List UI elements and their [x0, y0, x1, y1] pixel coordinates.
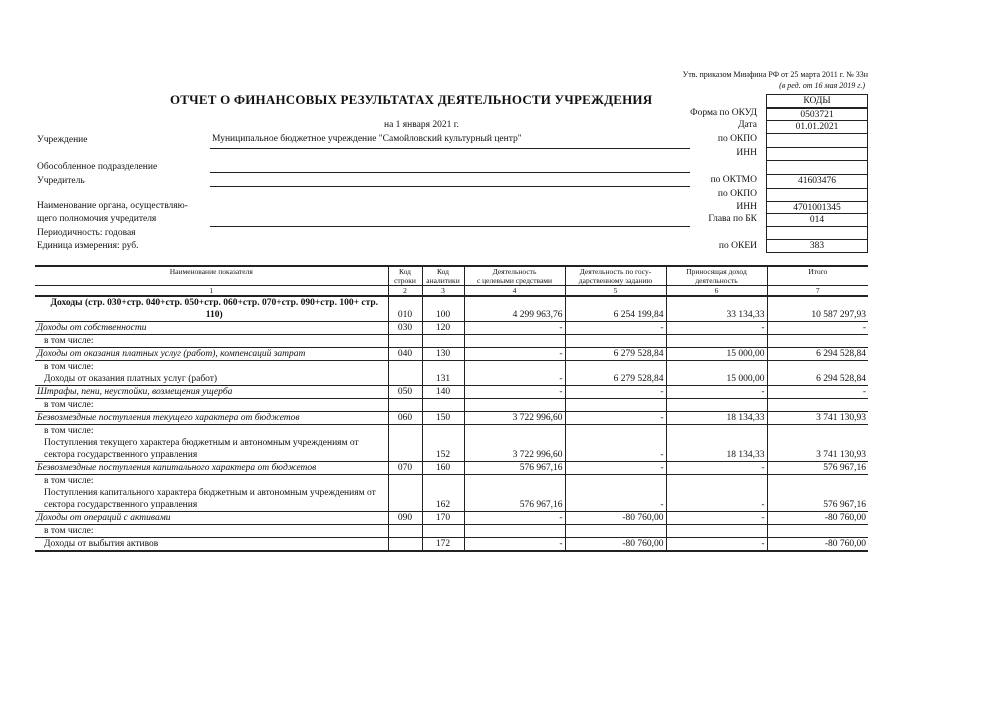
state-task-value-cell: - [565, 322, 666, 335]
row-name-cell: в том числе: [35, 525, 388, 538]
row-code-cell [388, 425, 422, 462]
row-code-cell [388, 399, 422, 412]
state-task-value-cell [565, 399, 666, 412]
income-activity-value-cell [666, 335, 767, 348]
analytics-code-cell: 120 [422, 322, 464, 335]
institution-value: Муниципальное бюджетное учреждение "Самойловский культурный центр" [212, 134, 522, 144]
state-task-value-cell: -80 760,00 [565, 538, 666, 552]
row-name-cell: Доходы от оказания платных услуг (работ), компенсаций затрат [35, 348, 388, 361]
row-name-cell: в том числе: Поступления текущего характера бюджетным и автономным учреждениям от сектора государственного управления [35, 425, 388, 462]
division-underline [210, 172, 690, 173]
code-label-okpo: по ОКПО [717, 134, 757, 144]
state-task-value-cell: 6 279 528,84 [565, 348, 666, 361]
header-income-activity: Приносящая доход деятельность [666, 266, 767, 286]
header-state-task: Деятельность по госу- дарственному заданию [565, 266, 666, 286]
row-code-cell [388, 475, 422, 512]
targeted-value-cell: 4 299 963,76 [464, 296, 565, 322]
table-row [35, 425, 868, 462]
table-row [35, 296, 868, 322]
financial-results-table [35, 265, 868, 552]
code-label-inn-2: ИНН [736, 202, 757, 212]
income-activity-value-cell: - [666, 386, 767, 399]
table-row [35, 538, 868, 552]
row-code-cell [388, 538, 422, 552]
row-name-cell: в том числе: [35, 399, 388, 412]
code-label-bk: Глава по БК [708, 214, 757, 224]
total-value-cell [767, 335, 868, 348]
codes-header: КОДЫ [803, 96, 831, 106]
periodicity-label: Периодичность: годовая [37, 228, 136, 238]
header-code-row: Код строки [388, 266, 422, 286]
total-value-cell: 576 967,16 [767, 475, 868, 512]
total-value-cell [767, 399, 868, 412]
header-name: Наименование показателя [35, 266, 388, 286]
authority-underline [210, 226, 690, 227]
table-row [35, 475, 868, 512]
header-code-analytics: Код аналитики [422, 266, 464, 286]
total-value-cell: -80 760,00 [767, 538, 868, 552]
analytics-code-cell: 100 [422, 296, 464, 322]
code-label-okei: по ОКЕИ [718, 241, 757, 251]
authority-label-line1: Наименование органа, осуществляю- [37, 201, 188, 211]
state-task-value-cell: -80 760,00 [565, 512, 666, 525]
analytics-code-cell: 162 [422, 475, 464, 512]
state-task-value-cell: - [565, 462, 666, 475]
income-activity-value-cell: - [666, 462, 767, 475]
code-okei: 383 [767, 239, 867, 253]
row-code-cell: 050 [388, 386, 422, 399]
targeted-value-cell: - [464, 348, 565, 361]
code-blank [767, 160, 867, 173]
code-label-oktmo: по ОКТМО [710, 175, 757, 185]
approval-edition-line: (в ред. от 16 мая 2019 г.) [779, 81, 865, 90]
code-okud: 0503721 [767, 107, 867, 121]
col-number: 3 [422, 286, 464, 297]
total-value-cell: 10 587 297,93 [767, 296, 868, 322]
code-label-date: Дата [738, 120, 757, 130]
division-label: Обособленное подразделение [37, 162, 158, 172]
table-row [35, 348, 868, 361]
total-value-cell: 3 741 130,93 [767, 425, 868, 462]
report-title: ОТЧЕТ О ФИНАНСОВЫХ РЕЗУЛЬТАТАХ ДЕЯТЕЛЬНОСТИ УЧРЕЖДЕНИЯ [170, 92, 653, 107]
targeted-value-cell: 576 967,16 [464, 462, 565, 475]
total-value-cell: 3 741 130,93 [767, 412, 868, 425]
row-name-cell: в том числе: Доходы от оказания платных услуг (работ) [35, 361, 388, 386]
income-activity-value-cell: - [666, 538, 767, 552]
row-name-cell: Безвозмездные поступления текущего характера от бюджетов [35, 412, 388, 425]
income-activity-value-cell: - [666, 322, 767, 335]
state-task-value-cell: - [565, 386, 666, 399]
authority-label-line2: щего полномочия учредителя [37, 214, 157, 224]
code-okpo-2 [767, 188, 867, 201]
row-code-cell: 060 [388, 412, 422, 425]
total-value-cell: 6 294 528,84 [767, 348, 868, 361]
analytics-code-cell: 150 [422, 412, 464, 425]
row-code-cell [388, 335, 422, 348]
total-value-cell: -80 760,00 [767, 512, 868, 525]
row-code-cell [388, 525, 422, 538]
table-row [35, 386, 868, 399]
table-row [35, 512, 868, 525]
table-row [35, 412, 868, 425]
code-bk: 014 [767, 213, 867, 226]
codes-box [766, 94, 868, 253]
code-date: 01.01.2021 [767, 120, 867, 133]
table-row [35, 462, 868, 475]
analytics-code-cell: 131 [422, 361, 464, 386]
col-number: 7 [767, 286, 868, 297]
table-row [35, 322, 868, 335]
targeted-value-cell: 576 967,16 [464, 475, 565, 512]
total-value-cell: - [767, 386, 868, 399]
row-code-cell: 070 [388, 462, 422, 475]
targeted-value-cell: - [464, 386, 565, 399]
state-task-value-cell [565, 525, 666, 538]
state-task-value-cell: - [565, 425, 666, 462]
table-row [35, 399, 868, 412]
code-inn [767, 147, 867, 160]
analytics-code-cell: 140 [422, 386, 464, 399]
total-value-cell: 576 967,16 [767, 462, 868, 475]
total-value-cell [767, 525, 868, 538]
row-code-cell: 040 [388, 348, 422, 361]
row-name-cell: Доходы от выбытия активов [35, 538, 388, 552]
analytics-code-cell: 152 [422, 425, 464, 462]
row-name-cell: Доходы от собственности [35, 322, 388, 335]
state-task-value-cell: 6 254 199,84 [565, 296, 666, 322]
income-activity-value-cell [666, 399, 767, 412]
table-row [35, 525, 868, 538]
targeted-value-cell [464, 335, 565, 348]
code-inn-2: 4701001345 [767, 201, 867, 214]
col-number: 6 [666, 286, 767, 297]
state-task-value-cell [565, 335, 666, 348]
total-value-cell: - [767, 322, 868, 335]
founder-label: Учредитель [37, 176, 85, 186]
analytics-code-cell [422, 525, 464, 538]
targeted-value-cell: 3 722 996,60 [464, 412, 565, 425]
targeted-value-cell [464, 399, 565, 412]
row-name-cell: в том числе: [35, 335, 388, 348]
institution-label: Учреждение [37, 135, 88, 145]
code-blank-2 [767, 226, 867, 239]
income-activity-value-cell: 15 000,00 [666, 361, 767, 386]
institution-underline [210, 148, 690, 149]
code-okpo [767, 133, 867, 146]
approval-line: Утв. приказом Минфина РФ от 25 марта 2011 г. № 33н [682, 70, 868, 79]
income-activity-value-cell: 33 134,33 [666, 296, 767, 322]
code-oktmo: 41603476 [767, 174, 867, 187]
income-activity-value-cell: - [666, 512, 767, 525]
income-activity-value-cell: - [666, 475, 767, 512]
income-activity-value-cell: 15 000,00 [666, 348, 767, 361]
total-value-cell: 6 294 528,84 [767, 361, 868, 386]
analytics-code-cell [422, 335, 464, 348]
state-task-value-cell: - [565, 412, 666, 425]
analytics-code-cell [422, 399, 464, 412]
table-row [35, 335, 868, 348]
targeted-value-cell: - [464, 361, 565, 386]
targeted-value-cell: - [464, 538, 565, 552]
col-number: 1 [35, 286, 388, 297]
analytics-code-cell: 172 [422, 538, 464, 552]
row-code-cell: 090 [388, 512, 422, 525]
row-name-cell: Доходы от операций с активами [35, 512, 388, 525]
row-code-cell: 030 [388, 322, 422, 335]
code-label-inn: ИНН [736, 148, 757, 158]
header-targeted: Деятельность с целевыми средствами [464, 266, 565, 286]
income-activity-value-cell [666, 525, 767, 538]
header-total: Итого [767, 266, 868, 286]
analytics-code-cell: 170 [422, 512, 464, 525]
row-name-cell: в том числе: Поступления капитального характера бюджетным и автономным учреждениям от сектора государственного управления [35, 475, 388, 512]
state-task-value-cell: 6 279 528,84 [565, 361, 666, 386]
report-date: на 1 января 2021 г. [384, 120, 459, 130]
targeted-value-cell: - [464, 512, 565, 525]
targeted-value-cell: 3 722 996,60 [464, 425, 565, 462]
row-name-cell: Штрафы, пени, неустойки, возмещения ущерба [35, 386, 388, 399]
analytics-code-cell: 130 [422, 348, 464, 361]
col-number: 4 [464, 286, 565, 297]
col-number: 2 [388, 286, 422, 297]
row-code-cell: 010 [388, 296, 422, 322]
row-name-cell: Безвозмездные поступления капитального характера от бюджетов [35, 462, 388, 475]
row-name-cell: Доходы (стр. 030+стр. 040+стр. 050+стр. 060+стр. 070+стр. 090+стр. 100+ стр. 110) [35, 296, 388, 322]
targeted-value-cell [464, 525, 565, 538]
code-label-okud: Форма по ОКУД [690, 108, 757, 118]
founder-underline [210, 186, 690, 187]
col-number: 5 [565, 286, 666, 297]
code-label-okpo-2: по ОКПО [717, 189, 757, 199]
income-activity-value-cell: 18 134,33 [666, 425, 767, 462]
state-task-value-cell: - [565, 475, 666, 512]
targeted-value-cell: - [464, 322, 565, 335]
unit-label: Единица измерения: руб. [37, 241, 139, 251]
row-code-cell [388, 361, 422, 386]
analytics-code-cell: 160 [422, 462, 464, 475]
income-activity-value-cell: 18 134,33 [666, 412, 767, 425]
table-row [35, 361, 868, 386]
